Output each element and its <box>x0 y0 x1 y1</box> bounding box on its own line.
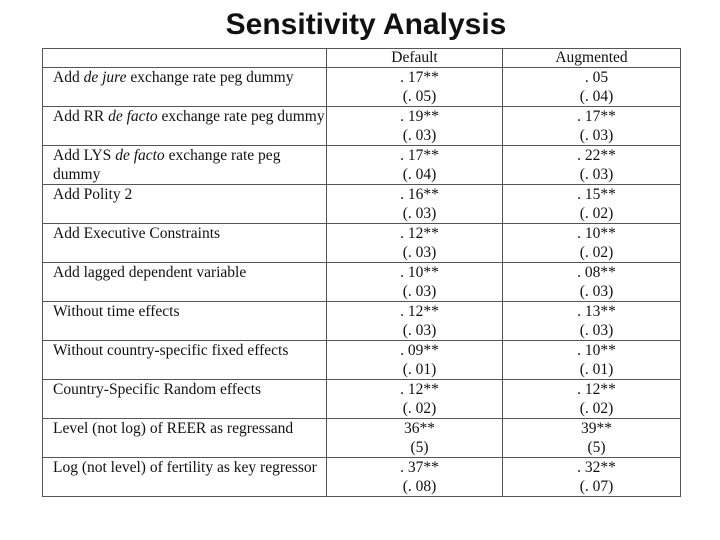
default-se: (. 01) <box>402 361 437 378</box>
augmented-se: (. 03) <box>579 283 614 300</box>
default-se: (. 05) <box>402 88 437 105</box>
row-label: Log (not level) of fertility as key regressor <box>43 458 327 497</box>
augmented-coef: . 13** <box>577 303 616 320</box>
default-cell <box>327 185 503 224</box>
table-row <box>43 302 681 341</box>
table-row <box>43 419 681 458</box>
augmented-se: (. 01) <box>579 361 614 378</box>
default-coef: . 10** <box>400 264 439 281</box>
augmented-cell <box>503 68 681 107</box>
default-se: (. 04) <box>402 166 437 183</box>
row-label: Without country-specific fixed effects <box>43 341 327 380</box>
default-coef: . 16** <box>400 186 439 203</box>
row-label: Level (not log) of REER as regressand <box>43 419 327 458</box>
default-coef: . 17** <box>400 69 439 86</box>
default-cell <box>327 302 503 341</box>
default-coef: . 09** <box>400 342 439 359</box>
default-se: (. 03) <box>402 127 437 144</box>
default-se: (. 03) <box>402 244 437 261</box>
default-se: (. 03) <box>402 322 437 339</box>
default-coef: . 12** <box>400 225 439 242</box>
augmented-coef: . 17** <box>577 108 616 125</box>
augmented-coef: . 15** <box>577 186 616 203</box>
default-cell <box>327 68 503 107</box>
default-coef: . 19** <box>400 108 439 125</box>
row-label: Add lagged dependent variable <box>43 263 327 302</box>
default-se: (. 03) <box>402 283 437 300</box>
default-cell <box>327 107 503 146</box>
row-label: Add de jure exchange rate peg dummy <box>43 68 327 107</box>
default-se: (. 02) <box>402 400 437 417</box>
table-row <box>43 146 681 185</box>
row-label: Country-Specific Random effects <box>43 380 327 419</box>
default-coef: . 12** <box>400 381 439 398</box>
augmented-se: (. 04) <box>579 88 614 105</box>
augmented-cell <box>503 185 681 224</box>
table-row <box>43 224 681 263</box>
default-coef: . 12** <box>400 303 439 320</box>
default-se: (. 08) <box>402 478 437 495</box>
augmented-cell <box>503 107 681 146</box>
header-row <box>43 49 681 68</box>
table-row <box>43 380 681 419</box>
augmented-coef: . 10** <box>577 225 616 242</box>
default-cell <box>327 224 503 263</box>
augmented-cell <box>503 419 681 458</box>
row-label: Add Polity 2 <box>43 185 327 224</box>
default-se: (5) <box>410 439 429 456</box>
table-row <box>43 458 681 497</box>
augmented-coef: . 08** <box>577 264 616 281</box>
default-cell <box>327 419 503 458</box>
header-spec <box>43 49 327 68</box>
row-label: Add LYS de facto exchange rate peg dummy <box>43 146 327 185</box>
row-label: Add RR de facto exchange rate peg dummy <box>43 107 327 146</box>
augmented-se: (. 07) <box>579 478 614 495</box>
table-row <box>43 263 681 302</box>
default-cell <box>327 458 503 497</box>
row-label: Without time effects <box>43 302 327 341</box>
table-row <box>43 107 681 146</box>
row-label: Add Executive Constraints <box>43 224 327 263</box>
augmented-cell <box>503 302 681 341</box>
header-augmented: Augmented <box>503 49 681 68</box>
table-row <box>43 185 681 224</box>
augmented-se: (. 02) <box>579 205 614 222</box>
page-title: Sensitivity Analysis <box>225 8 507 41</box>
augmented-cell <box>503 146 681 185</box>
augmented-cell <box>503 224 681 263</box>
default-coef: . 37** <box>400 459 439 476</box>
default-cell <box>327 263 503 302</box>
table-row <box>43 341 681 380</box>
header-default: Default <box>327 49 503 68</box>
default-coef: . 17** <box>400 147 439 164</box>
default-coef: 36** <box>404 420 435 437</box>
augmented-coef: 39** <box>581 420 612 437</box>
default-se: (. 03) <box>402 205 437 222</box>
augmented-coef: . 10** <box>577 342 616 359</box>
augmented-se: (. 02) <box>579 244 614 261</box>
augmented-cell <box>503 380 681 419</box>
default-cell <box>327 146 503 185</box>
augmented-coef: . 32** <box>577 459 616 476</box>
augmented-cell <box>503 341 681 380</box>
sensitivity-table <box>42 48 681 497</box>
table-row <box>43 68 681 107</box>
augmented-cell <box>503 263 681 302</box>
augmented-coef: . 05 <box>584 69 609 86</box>
augmented-se: (. 03) <box>579 166 614 183</box>
augmented-se: (5) <box>587 439 606 456</box>
default-cell <box>327 380 503 419</box>
augmented-cell <box>503 458 681 497</box>
augmented-coef: . 22** <box>577 147 616 164</box>
augmented-se: (. 02) <box>579 400 614 417</box>
augmented-coef: . 12** <box>577 381 616 398</box>
augmented-se: (. 03) <box>579 322 614 339</box>
augmented-se: (. 03) <box>579 127 614 144</box>
default-cell <box>327 341 503 380</box>
